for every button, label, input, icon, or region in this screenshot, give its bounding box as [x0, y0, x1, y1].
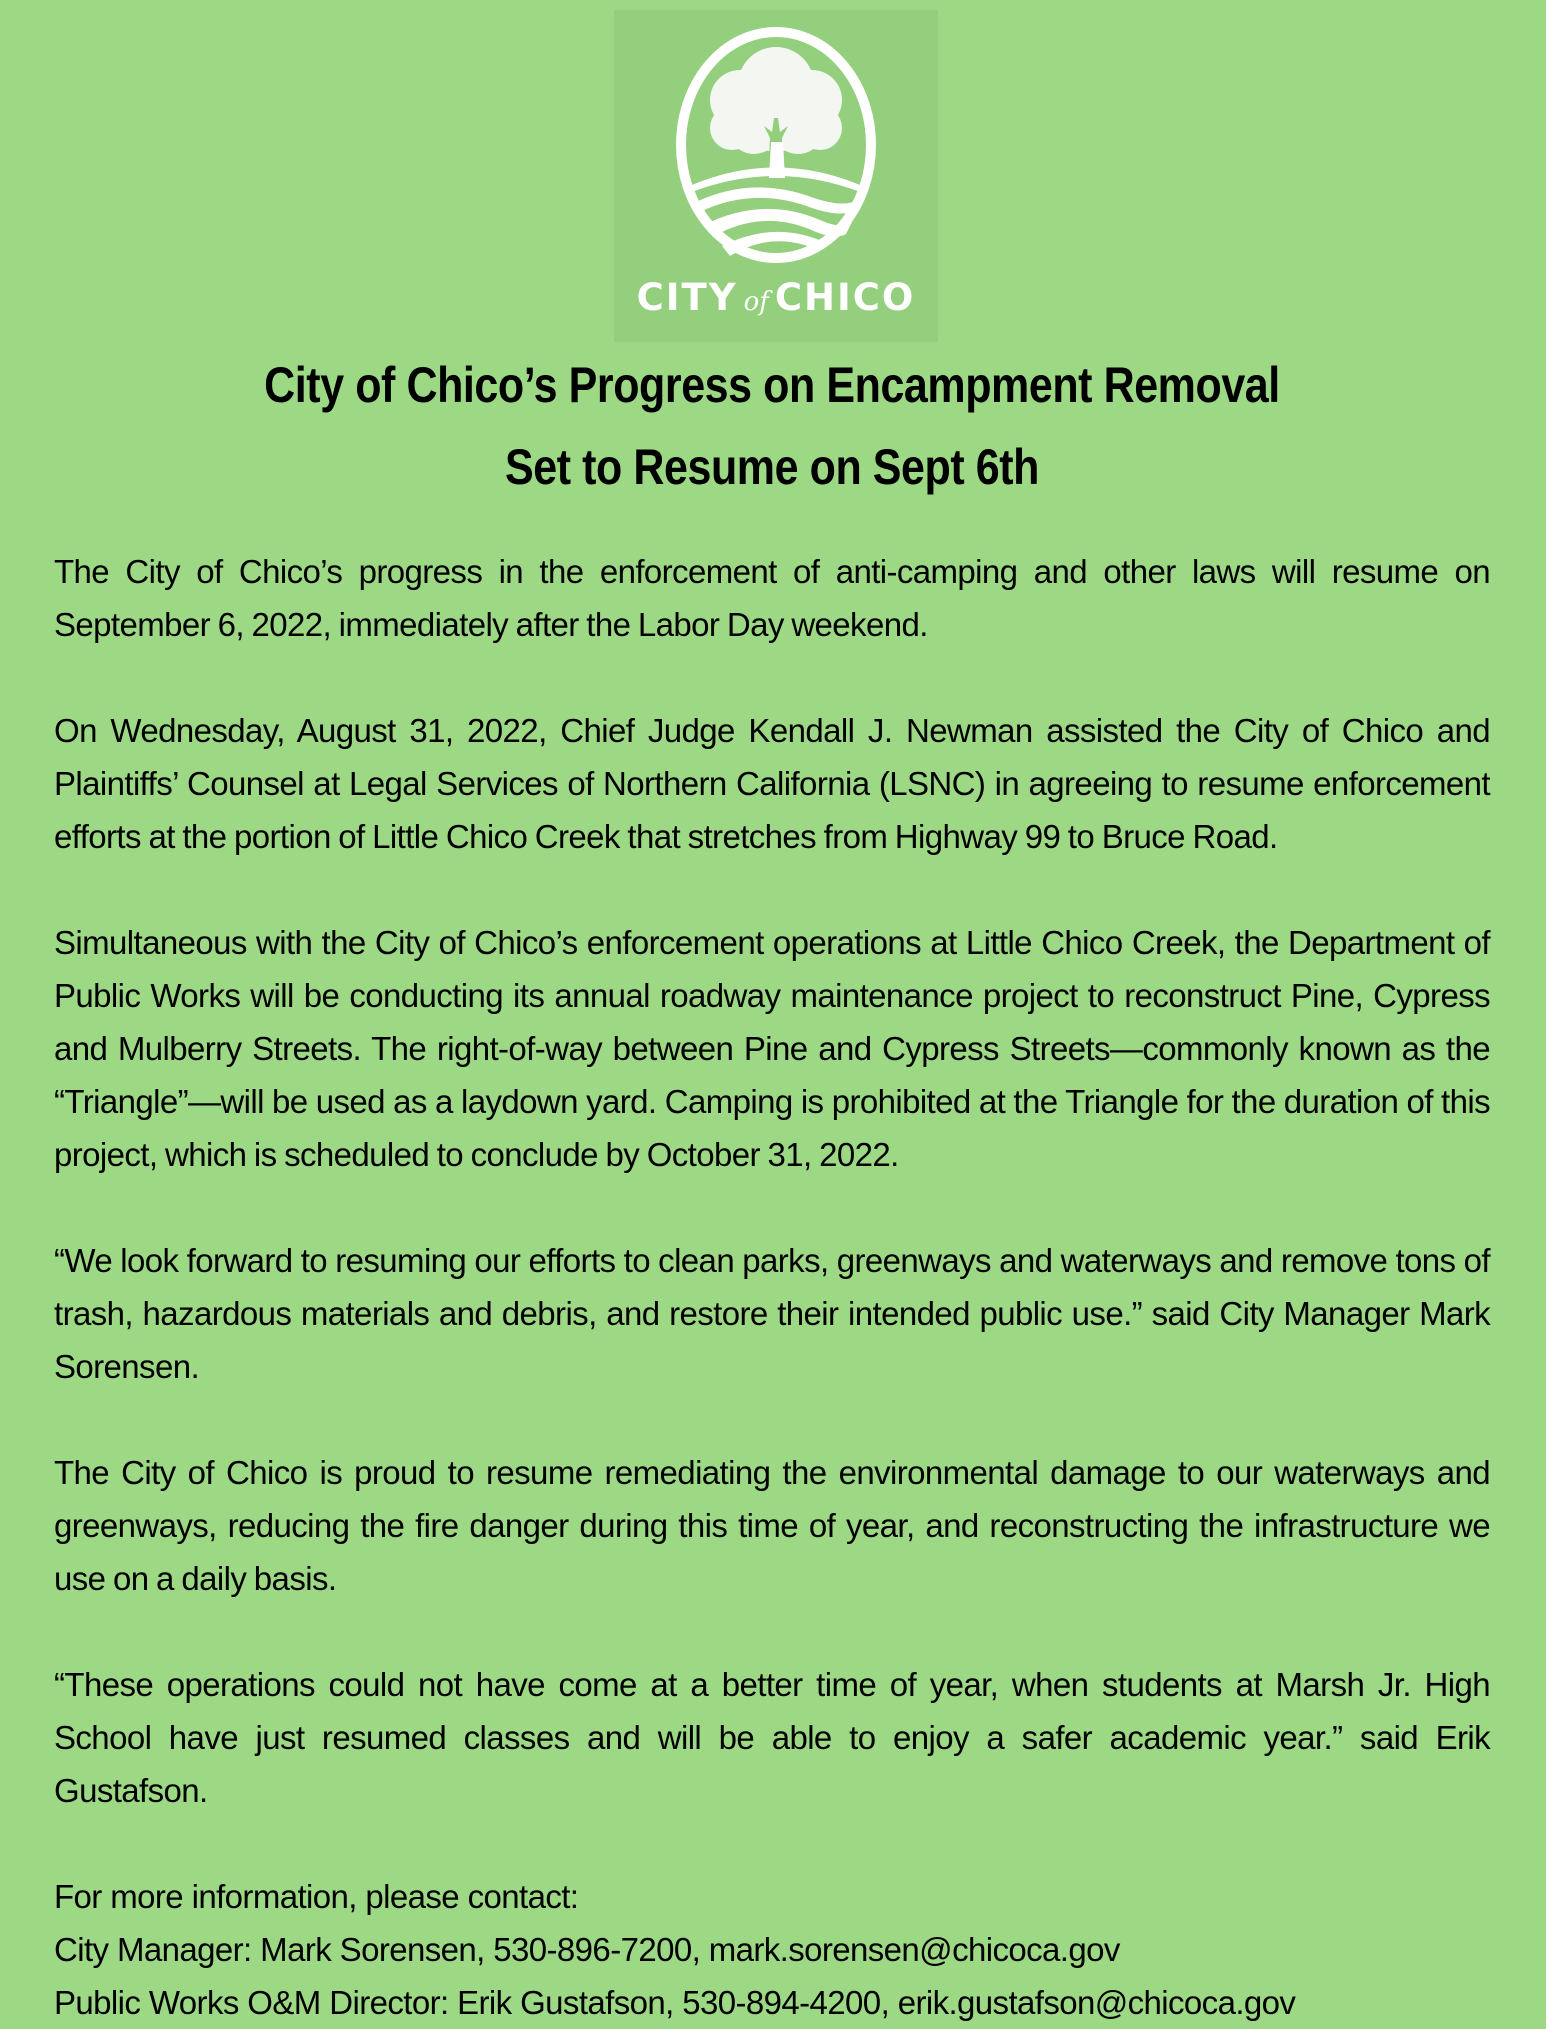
contact-info	[54, 1870, 1490, 2029]
paragraph-public-works: Simultaneous with the City of Chico’s enforcement operations at Little Chico Creek, the Department of Public Works will be conducting its annual roadway maintenance project to reconstruct Pine, Cypress and Mulberry Streets. The right-of-way between Pine and Cypress Streets—commonly known as the “Triangle”—will be used as a laydown yard. Camping is prohibited at the Triangle for the duration of this project, which is scheduled to conclude by October 31, 2022.	[54, 924, 1490, 1173]
paragraph-gustafson-quote: “These operations could not have come at a better time of year, when students at Marsh Jr. High School have just resumed classes and will be able to enjoy a safer academic year.” said Erik Gustafson.	[54, 1666, 1490, 1809]
article-body	[54, 545, 1490, 2029]
logo-word-city: CITY	[636, 276, 738, 319]
city-of-chico-logo	[614, 10, 938, 342]
logo-word-of: of	[743, 287, 769, 317]
contact-intro: For more information, please contact:	[54, 1878, 579, 1915]
paragraph-environment: The City of Chico is proud to resume remediating the environmental damage to our waterways and greenways, reducing the fire danger during this time of year, and reconstructing the infrastructure we use on a daily basis.	[54, 1454, 1490, 1597]
contact-city-manager: City Manager: Mark Sorensen, 530-896-7200, mark.sorensen@chicoca.gov	[54, 1931, 1120, 1968]
page-title	[155, 344, 1390, 508]
title-line-1: City of Chico’s Progress on Encampment Removal	[264, 357, 1280, 413]
contact-public-works: Public Works O&M Director: Erik Gustafson, 530-894-4200, erik.gustafson@chicoca.gov	[54, 1984, 1296, 2021]
paragraph-court-agreement: On Wednesday, August 31, 2022, Chief Judge Kendall J. Newman assisted the City of Chico and Plaintiffs’ Counsel at Legal Services of Northern California (LSNC) in agreeing to resume enforcement efforts at the portion of Little Chico Creek that stretches from Highway 99 to Bruce Road.	[54, 712, 1490, 855]
paragraph-resume-date: The City of Chico’s progress in the enforcement of anti-camping and other laws will resume on September 6, 2022, immediately after the Labor Day weekend.	[54, 553, 1490, 643]
logo-wordmark	[614, 276, 938, 319]
logo-word-chico: CHICO	[774, 276, 916, 319]
title-line-2: Set to Resume on Sept 6th	[504, 439, 1040, 495]
paragraph-city-manager-quote: “We look forward to resuming our efforts to clean parks, greenways and waterways and remove tons of trash, hazardous materials and debris, and restore their intended public use.” said City Manager Mark Sorensen.	[54, 1242, 1490, 1385]
